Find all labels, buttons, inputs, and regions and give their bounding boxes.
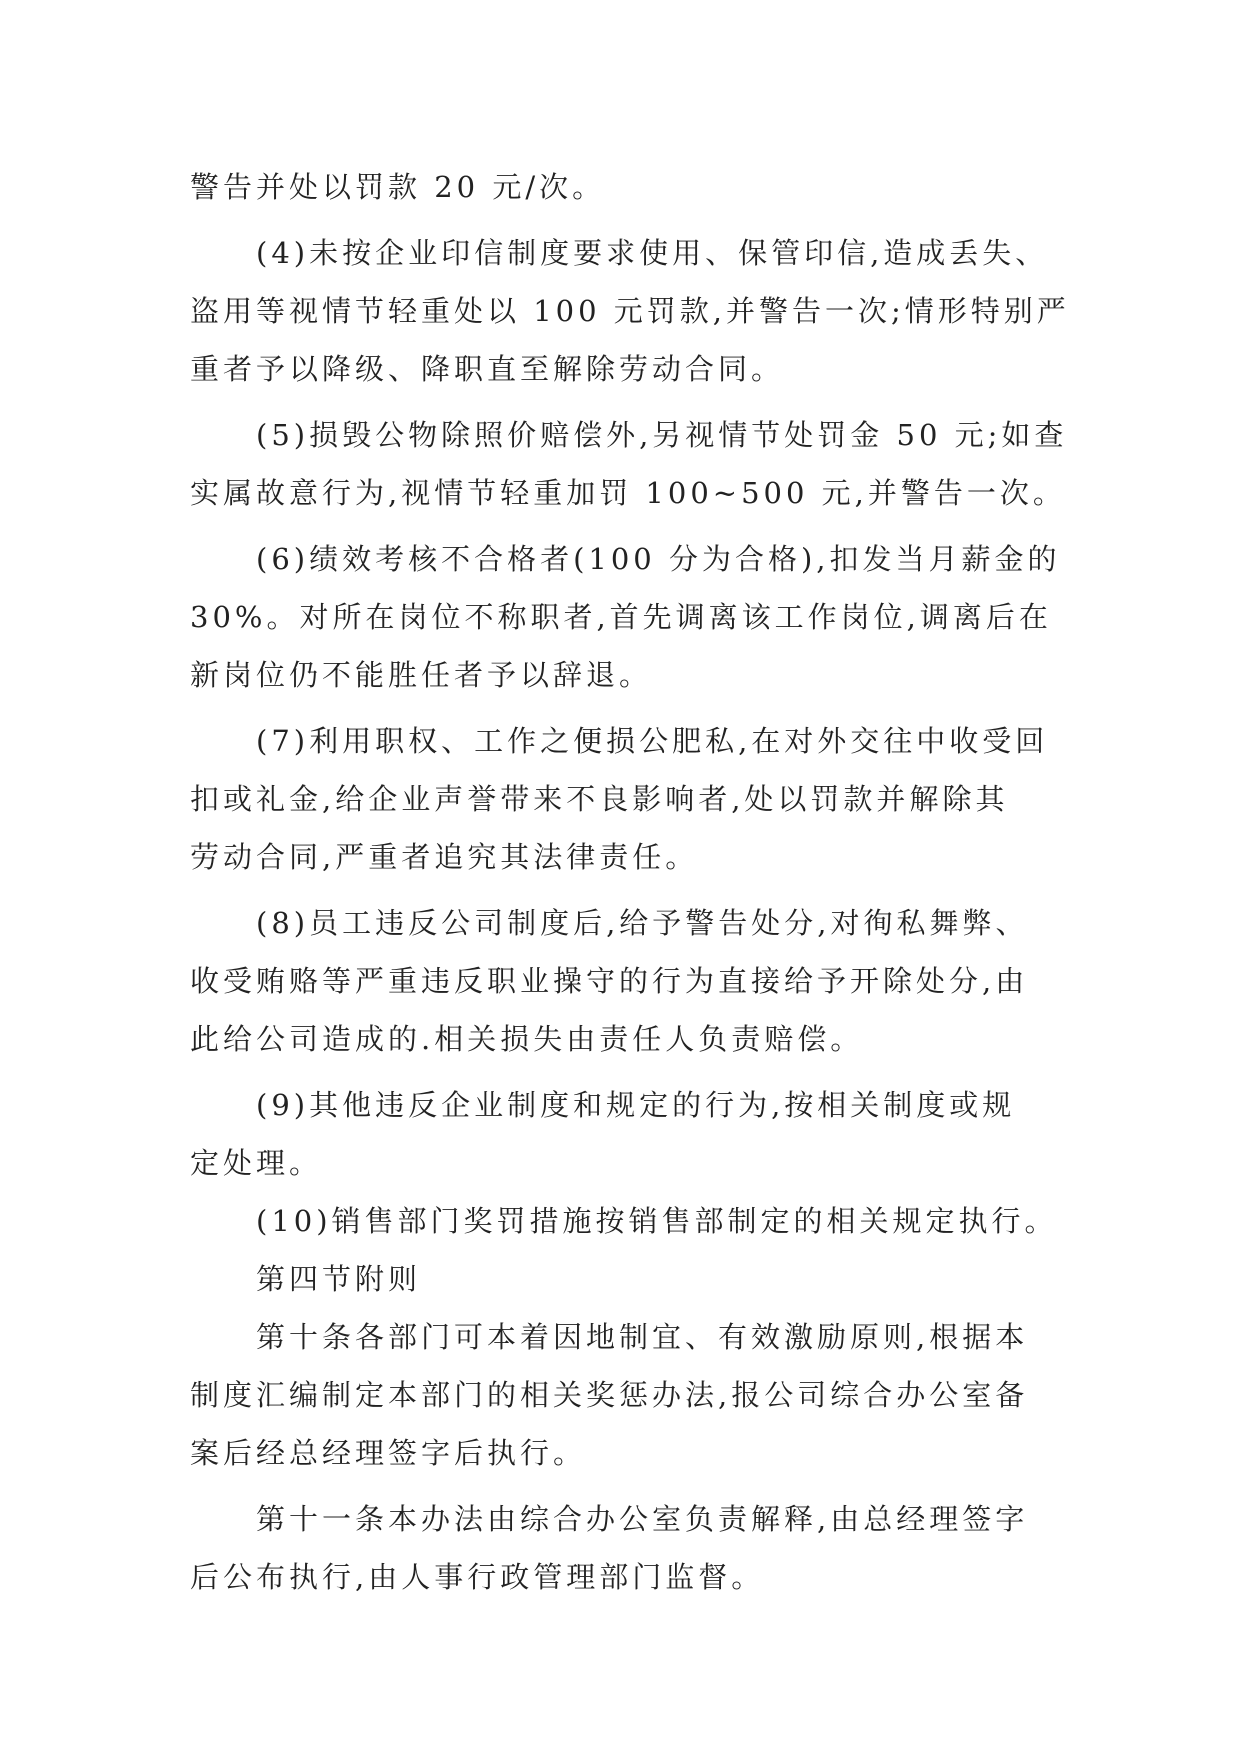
text-line: (6)绩效考核不合格者(100 分为合格),扣发当月薪金的 [256, 542, 1061, 576]
paragraph-item-10 [190, 1192, 1070, 1250]
text-line: 30%。对所在岗位不称职者,首先调离该工作岗位,调离后在 [190, 600, 1052, 634]
text-line: 收受贿赂等严重违反职业操守的行为直接给予开除处分,由 [190, 964, 1029, 998]
paragraph-fine-continuation [190, 158, 1070, 216]
text-line: (7)利用职权、工作之便损公肥私,在对外交往中收受回 [256, 724, 1049, 758]
text-line: (10)销售部门奖罚措施按销售部制定的相关规定执行。 [256, 1204, 1058, 1238]
text-line: (9)其他违反企业制度和规定的行为,按相关制度或规 [256, 1088, 1016, 1122]
text-line: (8)员工违反公司制度后,给予警告处分,对徇私舞弊、 [256, 906, 1029, 940]
text-line: 案后经总经理签字后执行。 [190, 1436, 587, 1470]
text-line: 制度汇编制定本部门的相关奖惩办法,报公司综合办公室备 [190, 1378, 1029, 1412]
text-line: 此给公司造成的.相关损失由责任人负责赔偿。 [190, 1022, 864, 1056]
paragraph-item-5 [190, 406, 1070, 522]
text-line: 新岗位仍不能胜任者予以辞退。 [190, 658, 653, 692]
paragraph-article-10 [190, 1308, 1070, 1482]
heading-text: 第四节附则 [256, 1262, 422, 1296]
text-line: 盗用等视情节轻重处以 100 元罚款,并警告一次;情形特别严 [190, 294, 1070, 328]
text-line: 重者予以降级、降职直至解除劳动合同。 [190, 352, 785, 386]
text-line: 警告并处以罚款 20 元/次。 [190, 170, 606, 204]
paragraph-item-9 [190, 1076, 1070, 1192]
paragraph-item-7 [190, 712, 1070, 886]
text-line: 扣或礼金,给企业声誉带来不良影响者,处以罚款并解除其 [190, 782, 1009, 816]
text-line: 劳动合同,严重者追究其法律责任。 [190, 840, 699, 874]
text-line: (5)损毁公物除照价赔偿外,另视情节处罚金 50 元;如查 [256, 418, 1068, 452]
text-line: 第十一条本办法由综合办公室负责解释,由总经理签字 [256, 1502, 1029, 1536]
paragraph-item-6 [190, 530, 1070, 704]
text-line: 定处理。 [190, 1146, 323, 1180]
paragraph-item-8 [190, 894, 1070, 1068]
section-heading [190, 1250, 1070, 1308]
text-line: (4)未按企业印信制度要求使用、保管印信,造成丢失、 [256, 236, 1049, 270]
text-line: 后公布执行,由人事行政管理部门监督。 [190, 1560, 765, 1594]
text-line: 第十条各部门可本着因地制宜、有效激励原则,根据本 [256, 1320, 1029, 1354]
document-body [190, 158, 1070, 1606]
paragraph-article-11 [190, 1490, 1070, 1606]
paragraph-item-4 [190, 224, 1070, 398]
text-line: 实属故意行为,视情节轻重加罚 100~500 元,并警告一次。 [190, 476, 1066, 510]
